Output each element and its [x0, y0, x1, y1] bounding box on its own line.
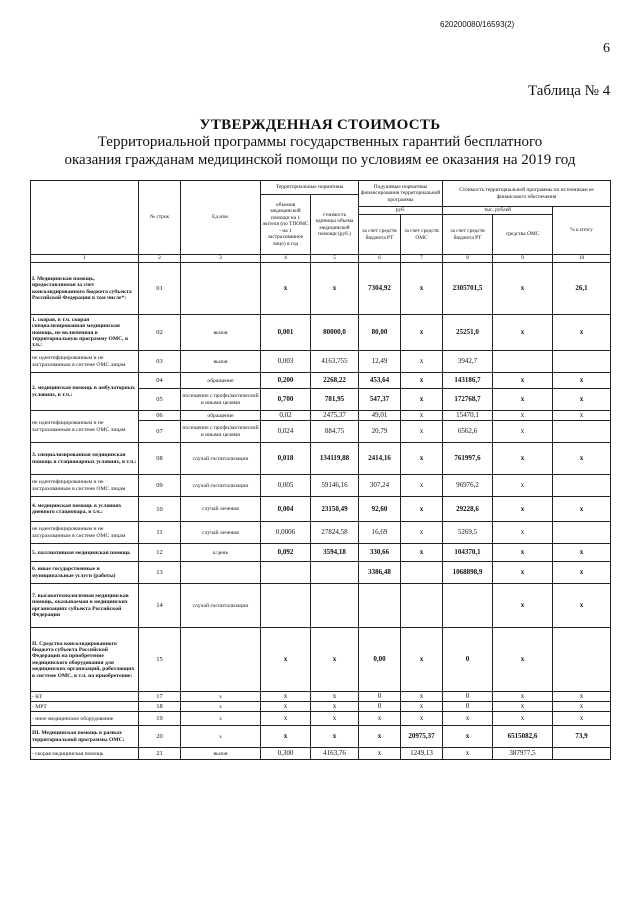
- header-norm-cost: стоимость единицы объема медицинской помощи (руб.): [311, 195, 359, 255]
- row-number: 06: [139, 411, 181, 421]
- row-percap-oms: х: [401, 692, 443, 702]
- row-norm-volume: х: [261, 263, 311, 315]
- row-unit: х: [181, 712, 261, 726]
- table-row: [31, 544, 611, 562]
- row-name: 2. медицинская помощь в амбулаторных условиях, в т.ч.:: [31, 373, 139, 411]
- row-percap-budget: 12,49: [359, 351, 401, 373]
- row-norm-volume: 0,0006: [261, 522, 311, 544]
- table-row: [31, 712, 611, 726]
- row-unit: случай лечения: [181, 497, 261, 522]
- row-percap-oms: 1249,13: [401, 748, 443, 760]
- row-name: 6. иные государственные и муниципальные услуги (работы): [31, 562, 139, 584]
- row-name: III. Медицинская помощь в рамках территориальной программы ОМС:: [31, 726, 139, 748]
- header-cost-unit: тыс. рублей: [443, 207, 553, 215]
- row-unit: х: [181, 726, 261, 748]
- row-percap-oms: [401, 584, 443, 628]
- row-norm-cost: 134119,88: [311, 443, 359, 475]
- row-percap-budget: 307,24: [359, 475, 401, 497]
- row-cost-budget: 0: [443, 702, 493, 712]
- row-name: не идентифицированным и не застрахованным в системе ОМС лицам: [31, 411, 139, 443]
- row-cost-pct: х: [553, 544, 611, 562]
- table-row: [31, 692, 611, 702]
- row-percap-oms: х: [401, 315, 443, 351]
- table-row: [31, 315, 611, 351]
- row-cost-budget: 172768,7: [443, 389, 493, 411]
- row-percap-budget: х: [359, 712, 401, 726]
- row-unit: [181, 628, 261, 692]
- row-unit: обращение: [181, 373, 261, 389]
- row-cost-oms: х: [493, 421, 553, 443]
- header-norms-group: Территориальные нормативы: [261, 181, 359, 195]
- row-cost-oms: х: [493, 584, 553, 628]
- row-cost-budget: х: [443, 726, 493, 748]
- table-header: [31, 181, 611, 263]
- row-name: II. Средства консолидированного бюджета субъекта Российской Федерации на приобретение медицинского оборудования для медицинских организаций, работающих в системе ОМС, в т.ч. на приобретение:: [31, 628, 139, 692]
- row-cost-oms: х: [493, 263, 553, 315]
- row-norm-cost: 4163,76: [311, 748, 359, 760]
- row-norm-volume: 0,001: [261, 315, 311, 351]
- row-norm-volume: х: [261, 702, 311, 712]
- row-unit: вызов: [181, 748, 261, 760]
- row-number: 07: [139, 421, 181, 443]
- row-norm-cost: 2268,22: [311, 373, 359, 389]
- column-numbers-row: [31, 255, 611, 263]
- row-cost-pct: х: [553, 389, 611, 411]
- row-cost-budget: х: [443, 748, 493, 760]
- row-norm-cost: 27824,58: [311, 522, 359, 544]
- row-cost-pct: х: [553, 411, 611, 421]
- table-row: [31, 702, 611, 712]
- row-cost-budget: 2305701,5: [443, 263, 493, 315]
- row-name: не идентифицированным и не застрахованным в системе ОМС лицам: [31, 351, 139, 373]
- row-name: 7. высокотехнологичная медицинская помощь, оказываемая в медицинских организациях субъекта Российской Федерации: [31, 584, 139, 628]
- row-percap-oms: [401, 562, 443, 584]
- row-norm-volume: х: [261, 628, 311, 692]
- row-number: 15: [139, 628, 181, 692]
- column-number: 1: [31, 255, 139, 263]
- table-row: [31, 748, 611, 760]
- row-percap-oms: х: [401, 628, 443, 692]
- row-cost-budget: 143186,7: [443, 373, 493, 389]
- row-percap-budget: 20,79: [359, 421, 401, 443]
- row-norm-volume: [261, 584, 311, 628]
- row-cost-budget: 104370,1: [443, 544, 493, 562]
- row-cost-pct: х: [553, 497, 611, 522]
- table-row: [31, 584, 611, 628]
- row-unit: х: [181, 702, 261, 712]
- row-norm-cost: х: [311, 692, 359, 702]
- row-percap-oms: х: [401, 389, 443, 411]
- table-row: [31, 263, 611, 315]
- page-number: 6: [603, 41, 610, 56]
- table-row: [31, 726, 611, 748]
- row-unit: обращение: [181, 411, 261, 421]
- column-number: 8: [443, 255, 493, 263]
- row-norm-cost: [311, 562, 359, 584]
- header-cost-budget: за счет средств бюджета РТ: [443, 215, 493, 255]
- row-percap-oms: х: [401, 497, 443, 522]
- row-number: 09: [139, 475, 181, 497]
- row-cost-pct: 26,1: [553, 263, 611, 315]
- row-percap-budget: 80,00: [359, 315, 401, 351]
- row-name: 4. медицинская помощь в условиях дневного стационара, в т.ч.:: [31, 497, 139, 522]
- row-percap-oms: х: [401, 712, 443, 726]
- table-label: Таблица № 4: [528, 83, 611, 99]
- row-cost-pct: х: [553, 373, 611, 389]
- row-number: 19: [139, 712, 181, 726]
- row-unit: х: [181, 692, 261, 702]
- row-number: 14: [139, 584, 181, 628]
- row-norm-cost: х: [311, 702, 359, 712]
- row-cost-pct: [553, 475, 611, 497]
- row-norm-volume: 0,200: [261, 373, 311, 389]
- row-cost-oms: [493, 351, 553, 373]
- table-row: [31, 497, 611, 522]
- row-cost-oms: х: [493, 411, 553, 421]
- table-row: [31, 628, 611, 692]
- row-percap-oms: х: [401, 351, 443, 373]
- row-unit: вызов: [181, 351, 261, 373]
- row-percap-oms: х: [401, 702, 443, 712]
- row-name: 5. паллиативная медицинская помощь: [31, 544, 139, 562]
- row-percap-budget: 16,69: [359, 522, 401, 544]
- row-percap-budget: 3386,48: [359, 562, 401, 584]
- row-cost-pct: х: [553, 702, 611, 712]
- row-norm-volume: [261, 562, 311, 584]
- header-cost-pct: % к итогу: [553, 207, 611, 255]
- header-row-no: № строк: [139, 181, 181, 255]
- row-cost-budget: 5269,5: [443, 522, 493, 544]
- row-cost-pct: х: [553, 712, 611, 726]
- row-name: - скорая медицинская помощь: [31, 748, 139, 760]
- column-number: 3: [181, 255, 261, 263]
- row-norm-volume: 0,300: [261, 748, 311, 760]
- row-number: 13: [139, 562, 181, 584]
- row-number: 17: [139, 692, 181, 702]
- row-name: 3. специализированная медицинская помощь в стационарных условиях, в т.ч.:: [31, 443, 139, 475]
- row-percap-budget: 453,64: [359, 373, 401, 389]
- row-percap-budget: 330,66: [359, 544, 401, 562]
- document-title: УТВЕРЖДЕННАЯ СТОИМОСТЬ: [199, 117, 441, 133]
- column-number: 9: [493, 255, 553, 263]
- row-number: 12: [139, 544, 181, 562]
- header-name-cell: [31, 181, 139, 255]
- row-unit: посещение с профилактической и иными целями: [181, 389, 261, 411]
- row-unit: случай госпитализации: [181, 584, 261, 628]
- table-row: [31, 411, 611, 421]
- row-percap-oms: х: [401, 421, 443, 443]
- table-body: [31, 263, 611, 760]
- row-norm-cost: х: [311, 712, 359, 726]
- row-percap-budget: х: [359, 726, 401, 748]
- table-row: [31, 522, 611, 544]
- row-cost-budget: 0: [443, 628, 493, 692]
- row-cost-pct: х: [553, 315, 611, 351]
- row-cost-pct: [553, 628, 611, 692]
- row-cost-pct: 73,9: [553, 726, 611, 748]
- row-norm-volume: х: [261, 726, 311, 748]
- row-percap-oms: х: [401, 411, 443, 421]
- row-norm-cost: х: [311, 628, 359, 692]
- row-cost-pct: [553, 522, 611, 544]
- row-percap-budget: [359, 584, 401, 628]
- row-norm-volume: 0,018: [261, 443, 311, 475]
- row-percap-budget: 0: [359, 702, 401, 712]
- row-norm-volume: 0,02: [261, 411, 311, 421]
- document-id: 620200080/16593(2): [440, 20, 515, 29]
- table-row: [31, 351, 611, 373]
- row-cost-oms: х: [493, 702, 553, 712]
- row-percap-budget: 92,60: [359, 497, 401, 522]
- row-cost-budget: 15470,1: [443, 411, 493, 421]
- row-unit: к/день: [181, 544, 261, 562]
- document-subtitle-line1: Территориальной программы государственных гарантий бесплатного: [97, 134, 543, 150]
- row-cost-budget: 25251,0: [443, 315, 493, 351]
- table-row: [31, 475, 611, 497]
- row-cost-oms: 6515082,6: [493, 726, 553, 748]
- row-norm-cost: 59146,16: [311, 475, 359, 497]
- row-percap-oms: х: [401, 443, 443, 475]
- row-name: - МРТ: [31, 702, 139, 712]
- row-number: 21: [139, 748, 181, 760]
- row-cost-oms: х: [493, 628, 553, 692]
- row-cost-oms: х: [493, 497, 553, 522]
- row-unit: [181, 562, 261, 584]
- row-norm-volume: 0,005: [261, 475, 311, 497]
- row-percap-oms: х: [401, 263, 443, 315]
- header-percap-oms: за счет средств ОМС: [401, 215, 443, 255]
- row-number: 11: [139, 522, 181, 544]
- row-percap-budget: х: [359, 748, 401, 760]
- row-cost-budget: 3942,7: [443, 351, 493, 373]
- row-cost-oms: х: [493, 373, 553, 389]
- row-name: не идентифицированным и не застрахованным в системе ОМС лицам: [31, 522, 139, 544]
- row-percap-budget: 49,01: [359, 411, 401, 421]
- row-cost-pct: х: [553, 443, 611, 475]
- header-cost-group: Стоимость территориальной программы по источникам ее финансового обеспечения: [443, 181, 611, 207]
- row-unit: посещение с профилактической и иными целями: [181, 421, 261, 443]
- row-percap-oms: х: [401, 522, 443, 544]
- row-cost-budget: 761997,6: [443, 443, 493, 475]
- row-norm-volume: 0,004: [261, 497, 311, 522]
- table-row: [31, 373, 611, 389]
- cost-table: [30, 180, 611, 760]
- row-cost-budget: 29228,6: [443, 497, 493, 522]
- header-unit: Ед.изм.: [181, 181, 261, 255]
- column-number: 6: [359, 255, 401, 263]
- row-cost-budget: 1068898,9: [443, 562, 493, 584]
- row-percap-budget: 0: [359, 692, 401, 702]
- header-norm-volume: объемов медицинской помощи на 1 жителя (по ТПОМС - на 1 застрахованное лицо) в год: [261, 195, 311, 255]
- header-percap-budget: за счет средств бюджета РТ: [359, 215, 401, 255]
- row-percap-budget: 2414,16: [359, 443, 401, 475]
- row-cost-pct: [553, 748, 611, 760]
- row-percap-oms: х: [401, 373, 443, 389]
- row-cost-budget: 0: [443, 692, 493, 702]
- row-cost-oms: х: [493, 712, 553, 726]
- column-number: 2: [139, 255, 181, 263]
- row-norm-cost: [311, 584, 359, 628]
- column-number: 7: [401, 255, 443, 263]
- row-number: 05: [139, 389, 181, 411]
- row-number: 01: [139, 263, 181, 315]
- row-percap-budget: 7304,92: [359, 263, 401, 315]
- row-norm-cost: 23150,49: [311, 497, 359, 522]
- row-norm-volume: 0,092: [261, 544, 311, 562]
- row-norm-cost: 884,75: [311, 421, 359, 443]
- table-row: [31, 443, 611, 475]
- row-norm-cost: 781,95: [311, 389, 359, 411]
- row-unit: случай лечения: [181, 522, 261, 544]
- column-number: 10: [553, 255, 611, 263]
- row-name: не идентифицированным и не застрахованным в системе ОМС лицам: [31, 475, 139, 497]
- row-number: 20: [139, 726, 181, 748]
- row-norm-volume: х: [261, 712, 311, 726]
- row-percap-oms: х: [401, 475, 443, 497]
- header-percap-unit: руб.: [359, 207, 443, 215]
- row-cost-oms: х: [493, 522, 553, 544]
- row-cost-oms: х: [493, 389, 553, 411]
- header-cost-oms: средства ОМС: [493, 215, 553, 255]
- row-percap-budget: 547,37: [359, 389, 401, 411]
- row-name: 1. скорая, в т.ч. скорая специализированная медицинская помощь, не включенная в территориальную программу ОМС, в т.ч.:: [31, 315, 139, 351]
- row-cost-pct: х: [553, 562, 611, 584]
- row-name: I. Медицинская помощь, предоставляемая за счет консолидированного бюджета субъекта Российской Федерации в том числе*:: [31, 263, 139, 315]
- row-cost-pct: [553, 351, 611, 373]
- row-norm-cost: х: [311, 726, 359, 748]
- row-number: 03: [139, 351, 181, 373]
- row-cost-budget: 6562,6: [443, 421, 493, 443]
- row-cost-oms: х: [493, 443, 553, 475]
- row-norm-volume: 0,024: [261, 421, 311, 443]
- row-cost-oms: х: [493, 475, 553, 497]
- row-cost-budget: [443, 584, 493, 628]
- row-cost-oms: 387977,5: [493, 748, 553, 760]
- header-percap-group: Подушевые нормативы финансирования территориальной программы: [359, 181, 443, 207]
- row-number: 04: [139, 373, 181, 389]
- row-number: 08: [139, 443, 181, 475]
- row-unit: случай госпитализации: [181, 443, 261, 475]
- row-unit: [181, 263, 261, 315]
- row-number: 18: [139, 702, 181, 712]
- row-cost-oms: х: [493, 315, 553, 351]
- row-norm-cost: 4163,755: [311, 351, 359, 373]
- row-norm-volume: 0,003: [261, 351, 311, 373]
- row-percap-oms: 20975,37: [401, 726, 443, 748]
- row-percap-budget: 0,00: [359, 628, 401, 692]
- row-percap-oms: х: [401, 544, 443, 562]
- row-name: - иное медицинское оборудование: [31, 712, 139, 726]
- row-cost-oms: х: [493, 562, 553, 584]
- row-norm-cost: 3594,18: [311, 544, 359, 562]
- row-cost-pct: х: [553, 584, 611, 628]
- row-norm-cost: х: [311, 263, 359, 315]
- row-norm-cost: 80000,0: [311, 315, 359, 351]
- row-norm-volume: х: [261, 692, 311, 702]
- row-cost-oms: х: [493, 692, 553, 702]
- row-name: - КТ: [31, 692, 139, 702]
- row-cost-budget: 96976,2: [443, 475, 493, 497]
- row-number: 02: [139, 315, 181, 351]
- row-cost-budget: х: [443, 712, 493, 726]
- column-number: 5: [311, 255, 359, 263]
- row-cost-oms: х: [493, 544, 553, 562]
- column-number: 4: [261, 255, 311, 263]
- row-norm-volume: 0,700: [261, 389, 311, 411]
- row-unit: вызов: [181, 315, 261, 351]
- table-row: [31, 562, 611, 584]
- row-norm-cost: 2475,37: [311, 411, 359, 421]
- document-subtitle-line2: оказания гражданам медицинской помощи по условиям ее оказания на 2019 год: [64, 152, 576, 168]
- row-unit: случай госпитализации: [181, 475, 261, 497]
- row-cost-pct: х: [553, 692, 611, 702]
- row-cost-pct: [553, 421, 611, 443]
- row-number: 10: [139, 497, 181, 522]
